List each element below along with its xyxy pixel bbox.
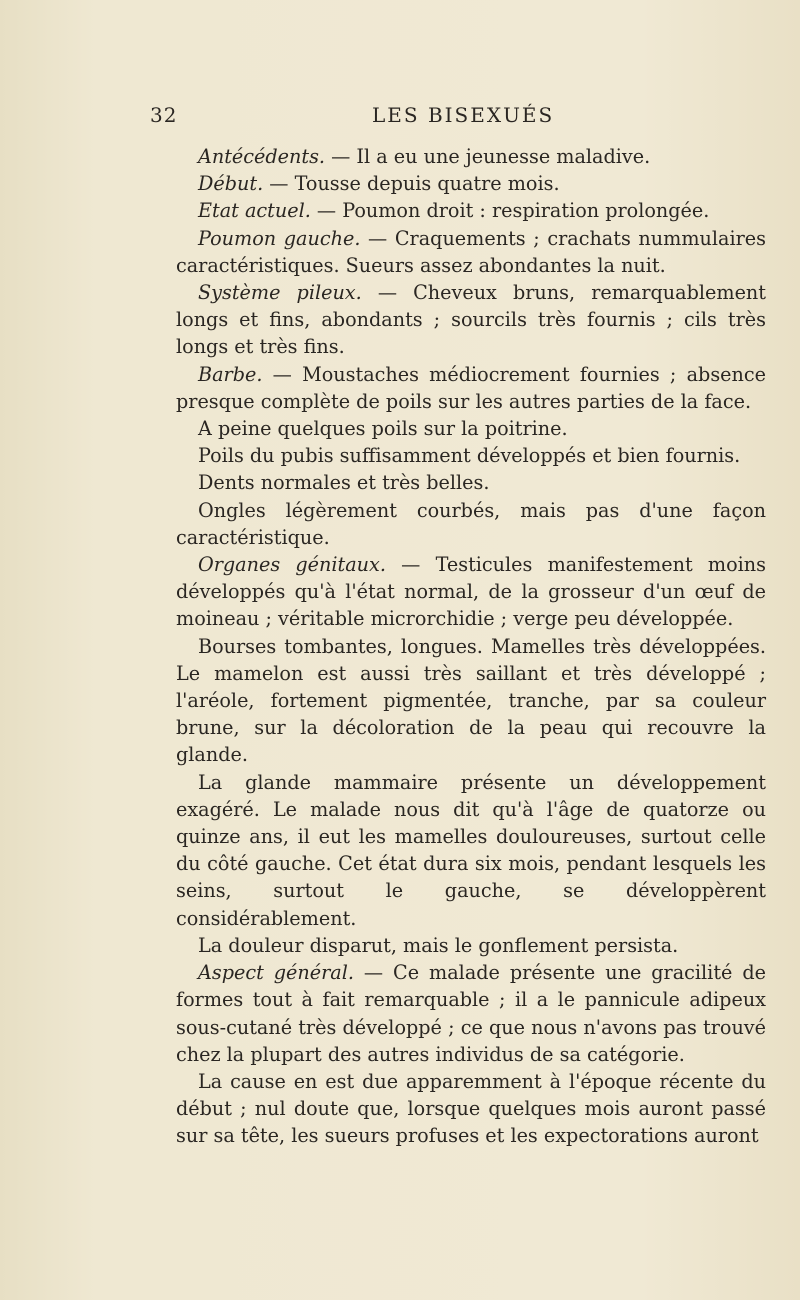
paragraph-text: La douleur disparut, mais le gonflement persista. [198,933,679,957]
paragraph [176,279,766,361]
paragraph [176,1068,766,1150]
paragraph-text: — Il a eu une jeunesse maladive. [325,145,651,168]
paragraph-text: La cause en est due apparemment à l'époque récente du début ; nul doute que, lorsque quelques mois auront passé sur sa tête, les sueurs profuses et les expectorations auront [176,1069,766,1148]
paragraph-text: Dents normales et très belles. [198,471,490,495]
paragraph [176,442,766,469]
page-header [0,103,800,129]
paragraph [176,769,766,932]
paragraph-text: La glande mammaire présente un développement exagéré. Le malade nous dit qu'à l'âge de quatorze ou quinze ans, il eut les mamelles douloureuses, surtout celle du côté gauche. Cet état dura six mois, pendant lesquels les seins, surtout le gauche, se développèrent considérablement. [176,770,766,930]
section-label: Etat actuel. [198,199,311,223]
paragraph [176,225,766,279]
paragraph-text: — Tousse depuis quatre mois. [263,172,560,196]
section-label: Antécédents. [198,145,326,168]
section-label: Organes génitaux. [198,553,386,577]
paragraph-text: — Poumon droit : respiration prolongée. [310,199,710,223]
paragraph [176,170,766,197]
paragraph-text: — Testicules manifestement moins développés qu'à l'état normal, de la grosseur d'un œuf de moineau ; véritable microrchidie ; verge peu développée. [176,553,767,631]
paragraph [176,633,766,769]
paragraph-text: Ongles légèrement courbés, mais pas d'une façon caractéristique. [176,498,766,549]
paragraph [176,469,766,496]
paragraph [176,415,766,442]
section-label: Système pileux. [198,281,362,305]
paragraph [176,197,766,224]
section-label: Poumon gauche. [198,226,361,250]
paragraph-text: — Ce malade présente une gracilité de formes tout à fait remarquable ; il a le pannicule adipeux sous-cutané très développé ; ce que nous n'avons pas trouvé chez la plupart des autres individus de sa catégorie. [176,961,766,1066]
paragraph [176,497,766,551]
section-label: Aspect général. [198,961,354,985]
page-number: 32 [150,103,178,127]
paragraph [176,551,766,633]
paragraph [176,932,766,959]
paragraph-text: A peine quelques poils sur la poitrine. [198,417,568,441]
paragraph-text: — Cheveux bruns, remarquablement longs et fins, abondants ; sourcils très fournis ; cils très longs et très fins. [176,281,766,359]
running-title: LES BISEXUÉS [372,103,555,127]
paragraph-text: — Moustaches médiocrement fournies ; absence presque complète de poils sur les autres parties de la face. [176,362,766,413]
body-text [176,143,766,1150]
section-label: Barbe. [198,362,263,386]
paragraph [176,959,766,1068]
paragraph-text: — Craquements ; crachats nummulaires caractéristiques. Sueurs assez abondantes la nuit. [176,226,766,277]
paragraph [176,361,766,415]
paragraph-text: Bourses tombantes, longues. Mamelles très développées. Le mamelon est aussi très saillant et très développé ; l'aréole, fortement pigmentée, tranche, par sa couleur brune, sur la décoloration de la peau qui recouvre la glande. [176,634,766,767]
paragraph [176,143,766,170]
section-label: Début. [198,172,264,196]
paragraph-text: Poils du pubis suffisamment développés et bien fournis. [198,444,741,468]
